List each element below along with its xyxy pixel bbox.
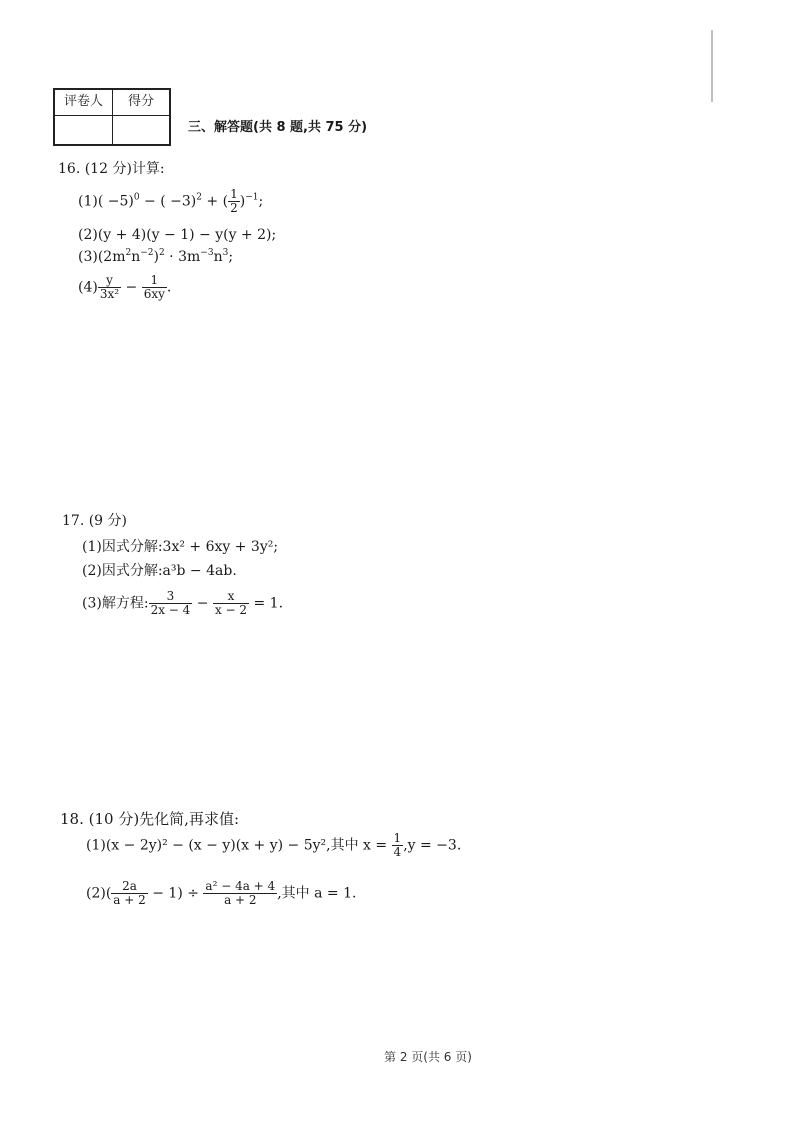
- q17-part2: (2)因式分解:a³b − 4ab.: [82, 563, 237, 579]
- score-input-cell[interactable]: [113, 116, 169, 144]
- q18-part1: (1)(x − 2y)² − (x − y)(x + y) − 5y²,其中 x = $\frac{1}{4}$ ,y = −3.: [86, 831, 462, 859]
- q17-part3-fraction-1: $\frac{3}{2x - 4}$: [150, 589, 191, 617]
- score-label: 得分: [127, 94, 154, 109]
- score-table-grader-header: [55, 90, 113, 116]
- q18-part2: (2)( $\frac{2a}{a + 2}$ − 1) ÷ $\frac{\text{a² − 4a + 4}}{a + 2}$ ,其中 a = 1.: [86, 879, 357, 907]
- q16-part4-fraction-2: $\frac{1}{6xy}$: [143, 273, 165, 301]
- section-title: 三、解答题(共 8 题,共 75 分): [188, 120, 368, 135]
- grader-input-cell[interactable]: [55, 116, 113, 144]
- q16-part1: $(1)( -5)^0$ − ( −3)$^2$ + ( $\frac{1}{2}$ )$^{-1}$;: [78, 187, 264, 215]
- score-table-score-header: [113, 90, 169, 116]
- q17-header: 17. (9 分): [62, 513, 127, 529]
- page-footer: 第 2 页(共 6 页): [384, 1050, 472, 1064]
- q18-part2-fraction-2: $\frac{\text{a² − 4a + 4}}{a + 2}$: [205, 879, 276, 907]
- q16-part1-fraction: $\frac{1}{2}$: [230, 187, 238, 215]
- q18-header: 18. (10 分)先化简,再求值:: [60, 810, 240, 828]
- q16-header: 16. (12 分)计算:: [58, 161, 165, 177]
- q17-part3-fraction-2: $\frac{x}{x - 2}$: [214, 589, 248, 617]
- score-table: [53, 88, 171, 146]
- q16-part3: $(3)(2m^2n^{-2})^2 \cdot 3m^{-3}n^3$;: [78, 248, 234, 265]
- q18-part2-fraction-1: $\frac{2a}{a + 2}$: [113, 879, 146, 907]
- q17-part3: (3)解方程: $\frac{3}{2x - 4}$ − $\frac{x}{x - 2}$ = 1.: [82, 589, 284, 617]
- q18-part1-fraction: $\frac{1}{4}$: [393, 831, 402, 859]
- scan-edge-mark: [711, 30, 713, 102]
- q16-part4-fraction-1: $\frac{y}{\text{3x²}}$: [99, 273, 120, 301]
- q17-part1: (1)因式分解:3x² + 6xy + 3y²;: [82, 539, 279, 555]
- q16-part2: (2)(y + 4)(y − 1) − y(y + 2);: [78, 227, 277, 243]
- q16-part4: (4) $\frac{y}{\text{3x²}}$ − $\frac{1}{6xy}$ .: [78, 273, 172, 301]
- grader-label: 评卷人: [63, 94, 103, 109]
